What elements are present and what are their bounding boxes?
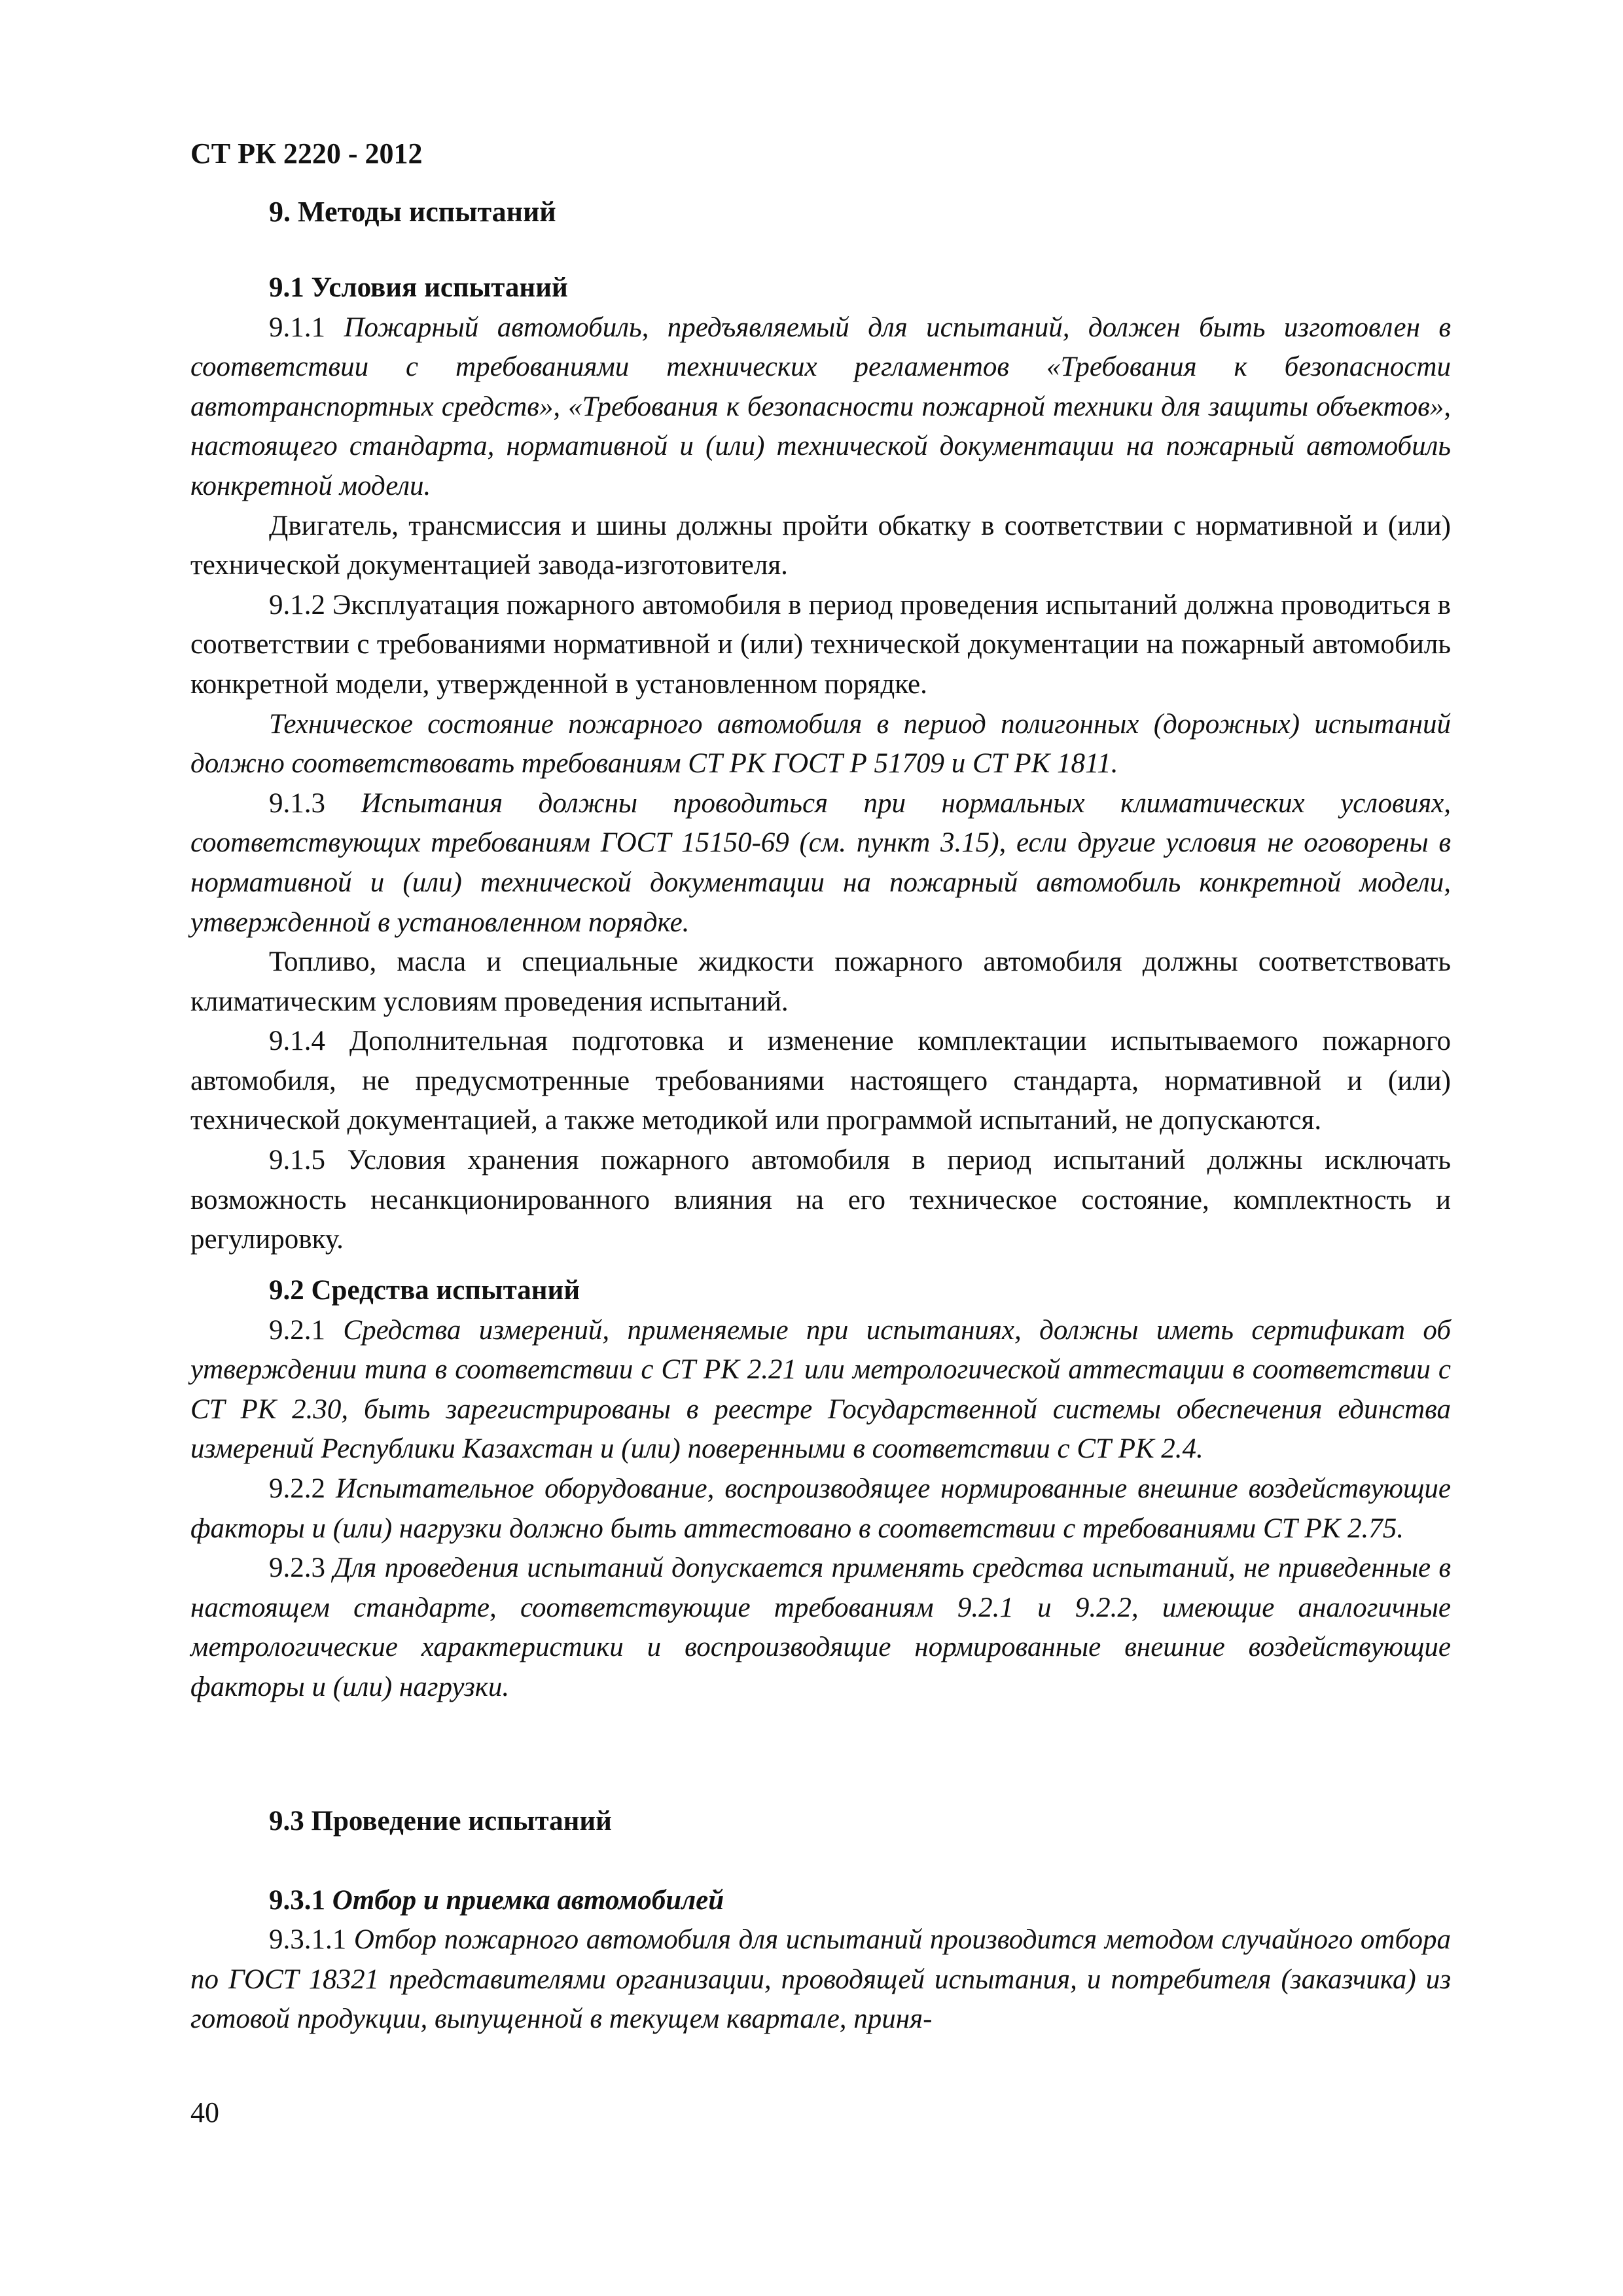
section-title: 9. Методы испытаний — [269, 196, 556, 228]
subsection-title: 9.1 Условия испытаний — [269, 272, 568, 303]
clause-text: Испытания должны проводиться при нормальных климатических условиях, соответствующих требованиям ГОСТ 15150-69 (см. пункт 3.15), если другие условия не оговорены в нормативной и (или) технической документации на пожарный автомобиль конкретной модели, утвержденной в установленном порядке. — [190, 787, 1452, 938]
spacer — [190, 1842, 1451, 1881]
document-header: СТ РК 2220 - 2012 — [190, 137, 423, 170]
paragraph-9-1-5: 9.1.5 Условия хранения пожарного автомобиля в период испытаний должны исключать возможность несанкционированного влияния на его техническое состояние, комплектность и регулировку. — [190, 1145, 1451, 1255]
clause-text: Для проведения испытаний допускается применять средства испытаний, не приведенные в настоящем стандарте, соответствующие требованиям 9.2.1 и 9.2.2, имеющие аналогичные метрологические характеристики и воспроизводящие нормированные внешние воздействующие факторы и (или) нагрузки. — [190, 1552, 1451, 1702]
paragraph-9-1-1 — [190, 308, 1451, 507]
paragraph-9-2-3 — [190, 1549, 1451, 1707]
clause-text: Отбор пожарного автомобиля для испытаний производится методом случайного отбора по ГОСТ 18321 представителями организации, проводящей испытания, и потребителя (заказчика) из готовой продукции, выпущенной в текущем квартале, приня- — [190, 1924, 1452, 2035]
page-number: 40 — [190, 2096, 219, 2128]
clause-number: 9.2.1 — [269, 1314, 325, 1346]
section-9-2 — [190, 1271, 1451, 1708]
clause-number: 9.1.3 — [269, 787, 325, 819]
section-9-3 — [190, 1802, 1451, 2039]
clause-number: 9.2.3 — [269, 1552, 325, 1584]
clause-title: Отбор и приемка автомобилей — [332, 1884, 724, 1916]
section-9-1 — [190, 268, 1451, 1260]
paragraph: Топливо, масла и специальные жидкости пожарного автомобиля должны соответствовать климатическим условиям проведения испытаний. — [190, 946, 1451, 1017]
clause-number: 9.2.2 — [269, 1473, 325, 1504]
clause-text: Средства измерений, применяемые при испытаниях, должны иметь сертификат об утверждении типа в соответствии с СТ РК 2.21 или метрологической аттестации в соответствии с СТ РК 2.30, быть зарегистрированы в реестре Государственной системы обеспечения единства измерений Республики Казахстан и (или) поверенными в соответствии с СТ РК 2.4. — [190, 1314, 1451, 1465]
paragraph-9-2-1 — [190, 1311, 1451, 1469]
subsubsection-title — [190, 1881, 1451, 1921]
paragraph: Техническое состояние пожарного автомобиля в период полигонных (дорожных) испытаний должно соответствовать требованиям СТ РК ГОСТ Р 51709 и СТ РК 1811. — [190, 708, 1451, 780]
clause-text: Пожарный автомобиль, предъявляемый для испытаний, должен быть изготовлен в соответствии с требованиями технических регламентов «Требования к безопасности автотранспортных средств», «Требования к безопасности пожарной техники для защиты объектов», настоящего стандарта, нормативной и (или) технической документации на пожарный автомобиль конкретной модели. — [190, 312, 1452, 501]
clause-number: 9.3.1 — [269, 1884, 325, 1916]
subsection-title: 9.2 Средства испытаний — [269, 1275, 580, 1306]
clause-number: 9.1.1 — [269, 312, 325, 343]
paragraph-9-1-3 — [190, 784, 1451, 942]
paragraph: Двигатель, трансмиссия и шины должны пройти обкатку в соответствии с нормативной и (или) технической документацией завода-изготовителя. — [190, 510, 1451, 581]
paragraph-9-1-4: 9.1.4 Дополнительная подготовка и изменение комплектации испытываемого пожарного автомобиля, не предусмотренные требованиями настоящего стандарта, нормативной и (или) технической документацией, а также методикой или программой испытаний, не допускаются. — [190, 1026, 1451, 1136]
clause-number: 9.3.1.1 — [269, 1924, 347, 1956]
paragraph-9-3-1-1 — [190, 1920, 1451, 2039]
clause-text: Испытательное оборудование, воспроизводящее нормированные внешние воздействующие факторы и (или) нагрузки должно быть аттестовано в соответствии с требованиями СТ РК 2.75. — [190, 1473, 1451, 1544]
paragraph-9-2-2 — [190, 1469, 1451, 1549]
subsection-title: 9.3 Проведение испытаний — [269, 1806, 612, 1837]
paragraph-9-1-2: 9.1.2 Эксплуатация пожарного автомобиля в период проведения испытаний должна проводиться в соответствии с требованиями нормативной и (или) технической документации на пожарный автомобиль конкретной модели, утвержденной в установленном порядке. — [190, 589, 1451, 700]
